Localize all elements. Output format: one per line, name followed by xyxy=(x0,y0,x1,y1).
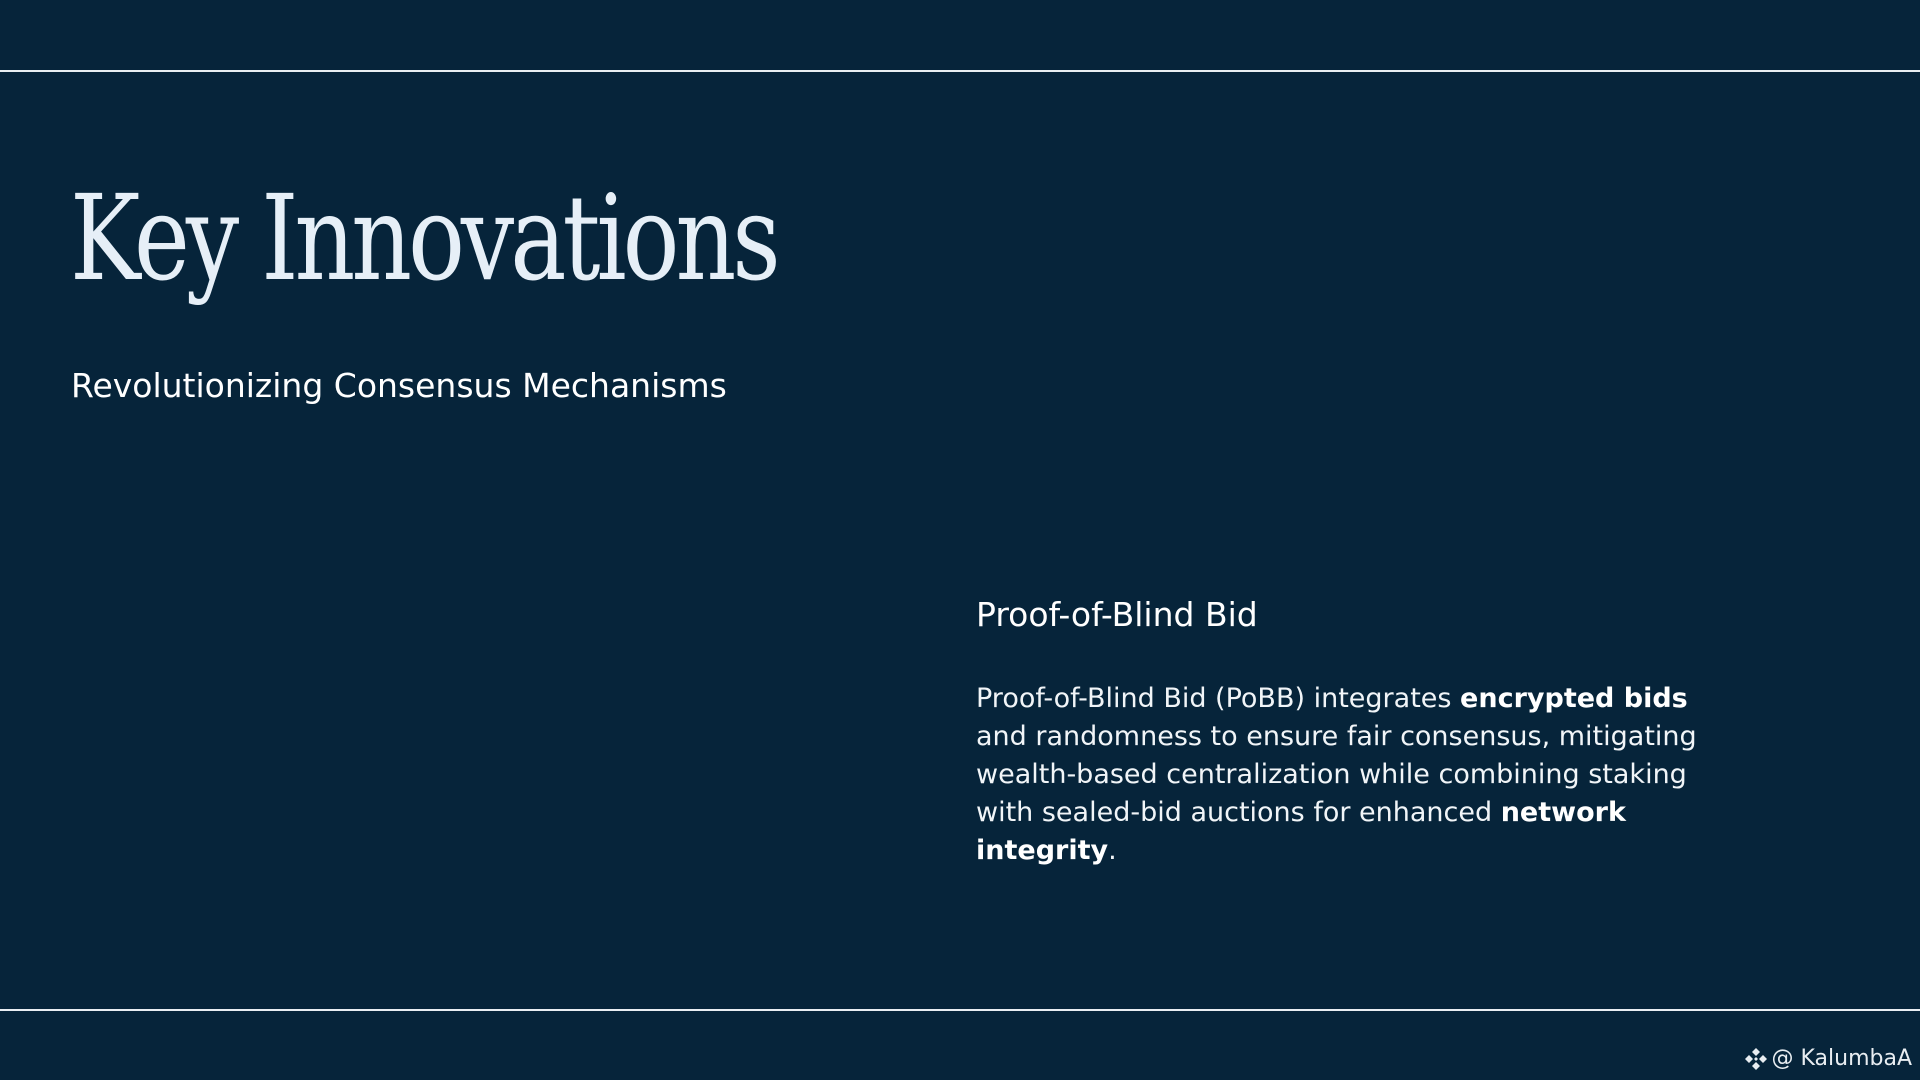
author-handle: @ KalumbaA xyxy=(1771,1046,1912,1071)
slide-title: Key Innovations xyxy=(70,169,777,307)
card-heading: Proof-of-Blind Bid xyxy=(976,595,1258,634)
slide-subtitle: Revolutionizing Consensus Mechanisms xyxy=(71,366,727,405)
description-text: and randomness to ensure fair consensus, mitigating wealth-based centralization while combining staking with sealed-bid auctions for enhanced xyxy=(976,721,1697,828)
card-description xyxy=(976,680,1736,870)
description-text: . xyxy=(1108,835,1117,866)
bottom-divider xyxy=(0,1009,1920,1011)
footer-credit xyxy=(1744,1046,1913,1071)
top-divider xyxy=(0,70,1920,72)
highlight-encrypted-bids: encrypted bids xyxy=(1460,683,1688,714)
highlight-network-integrity: network integrity xyxy=(976,797,1626,866)
innovation-card xyxy=(976,593,1736,870)
description-text: Proof-of-Blind Bid (PoBB) integrates xyxy=(976,683,1461,714)
binance-logo-icon xyxy=(1744,1047,1768,1071)
